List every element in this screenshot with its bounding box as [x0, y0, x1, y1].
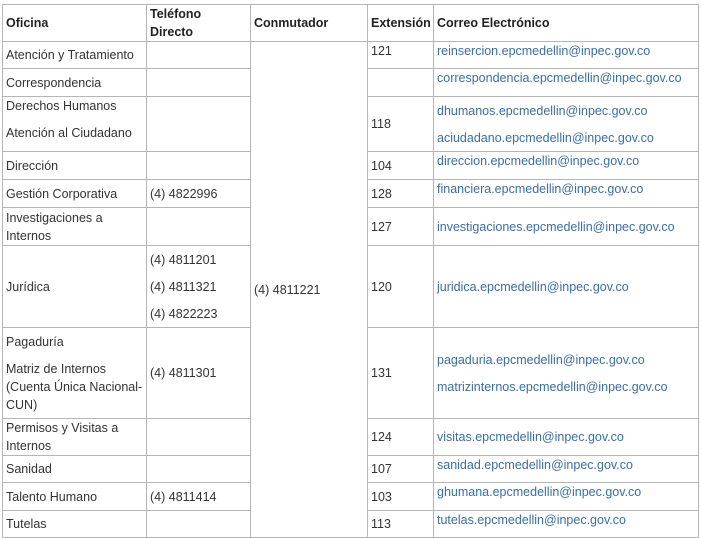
cell-telefono — [147, 456, 251, 483]
cell-extension: 120 — [368, 246, 434, 328]
cell-correo — [434, 511, 699, 538]
table-row — [3, 42, 699, 69]
cell-extension: 121 — [368, 42, 434, 69]
email-link[interactable]: visitas.epcmedellin@inpec.gov.co — [437, 430, 624, 444]
email-link[interactable]: reinsercion.epcmedellin@inpec.gov.co — [437, 44, 651, 58]
office-line: CUN) — [6, 397, 38, 412]
cell-extension: 113 — [368, 511, 434, 538]
email-link[interactable]: correspondencia.epcmedellin@inpec.gov.co — [437, 71, 682, 85]
cell-oficina — [3, 208, 147, 246]
office-line: Atención al Ciudadano — [6, 126, 132, 140]
office-line: Pagaduría — [6, 334, 64, 349]
header-correo: Correo Electrónico — [434, 5, 699, 42]
email-link[interactable]: pagaduria.epcmedellin@inpec.gov.co — [437, 352, 645, 367]
phone-line: (4) 4811321 — [150, 279, 217, 294]
cell-oficina: Jurídica — [3, 246, 147, 328]
cell-telefono — [147, 42, 251, 69]
cell-correo — [434, 97, 699, 152]
office-line: Internos — [6, 228, 52, 243]
email-link[interactable]: direccion.epcmedellin@inpec.gov.co — [437, 154, 640, 168]
email-link[interactable]: financiera.epcmedellin@inpec.gov.co — [437, 182, 644, 196]
directory-table — [2, 4, 699, 538]
cell-conmutador: (4) 4811221 — [251, 42, 368, 538]
phone-line: (4) 4811201 — [150, 252, 217, 267]
email-link[interactable]: sanidad.epcmedellin@inpec.gov.co — [437, 458, 633, 472]
email-link[interactable]: aciudadano.epcmedellin@inpec.gov.co — [437, 130, 654, 145]
email-link[interactable]: ghumana.epcmedellin@inpec.gov.co — [437, 485, 642, 499]
office-line: Derechos Humanos — [6, 99, 117, 113]
email-link[interactable]: matrizinternos.epcmedellin@inpec.gov.co — [437, 379, 668, 394]
cell-telefono: (4) 4811301 — [147, 328, 251, 419]
cell-correo — [434, 69, 699, 97]
cell-extension: 128 — [368, 180, 434, 208]
cell-correo — [434, 152, 699, 180]
office-line: Permisos y Visitas a — [6, 421, 119, 435]
cell-correo — [434, 42, 699, 69]
cell-oficina — [3, 328, 147, 419]
cell-oficina: Talento Humano — [3, 483, 147, 511]
cell-oficina: Sanidad — [3, 456, 147, 483]
cell-oficina: Correspondencia — [3, 69, 147, 97]
cell-telefono: (4) 4811414 — [147, 483, 251, 511]
cell-oficina — [3, 419, 147, 456]
cell-extension: 131 — [368, 328, 434, 419]
email-link[interactable]: dhumanos.epcmedellin@inpec.gov.co — [437, 103, 648, 118]
cell-telefono — [147, 511, 251, 538]
cell-oficina — [3, 97, 147, 152]
cell-correo — [434, 208, 699, 246]
cell-extension: 104 — [368, 152, 434, 180]
cell-telefono — [147, 419, 251, 456]
email-link[interactable]: tutelas.epcmedellin@inpec.gov.co — [437, 513, 626, 527]
office-line: Investigaciones a — [6, 210, 103, 225]
cell-extension: 124 — [368, 419, 434, 456]
header-oficina: Oficina — [3, 5, 147, 42]
phone-line: (4) 4822223 — [150, 306, 218, 321]
cell-extension: 103 — [368, 483, 434, 511]
cell-correo — [434, 328, 699, 419]
cell-oficina: Gestión Corporativa — [3, 180, 147, 208]
header-row — [3, 5, 699, 42]
cell-correo — [434, 456, 699, 483]
header-telefono: Teléfono Directo — [147, 5, 251, 42]
cell-telefono — [147, 152, 251, 180]
email-link[interactable]: investigaciones.epcmedellin@inpec.gov.co — [437, 219, 675, 234]
cell-correo — [434, 180, 699, 208]
office-line: Matriz de Internos — [6, 361, 107, 376]
cell-correo — [434, 483, 699, 511]
cell-oficina: Atención y Tratamiento — [3, 42, 147, 69]
cell-correo — [434, 246, 699, 328]
office-line: Internos — [6, 439, 52, 453]
cell-telefono — [147, 69, 251, 97]
cell-telefono — [147, 97, 251, 152]
cell-telefono: (4) 4822996 — [147, 180, 251, 208]
cell-telefono — [147, 208, 251, 246]
header-extension: Extensión — [368, 5, 434, 42]
email-link[interactable]: juridica.epcmedellin@inpec.gov.co — [437, 279, 629, 294]
cell-oficina: Tutelas — [3, 511, 147, 538]
office-line: (Cuenta Única Nacional- — [6, 379, 143, 394]
cell-extension — [368, 69, 434, 97]
cell-extension: 118 — [368, 97, 434, 152]
cell-correo — [434, 419, 699, 456]
cell-oficina: Dirección — [3, 152, 147, 180]
cell-extension: 107 — [368, 456, 434, 483]
header-conmutador: Conmutador — [251, 5, 368, 42]
cell-extension: 127 — [368, 208, 434, 246]
cell-telefono — [147, 246, 251, 328]
